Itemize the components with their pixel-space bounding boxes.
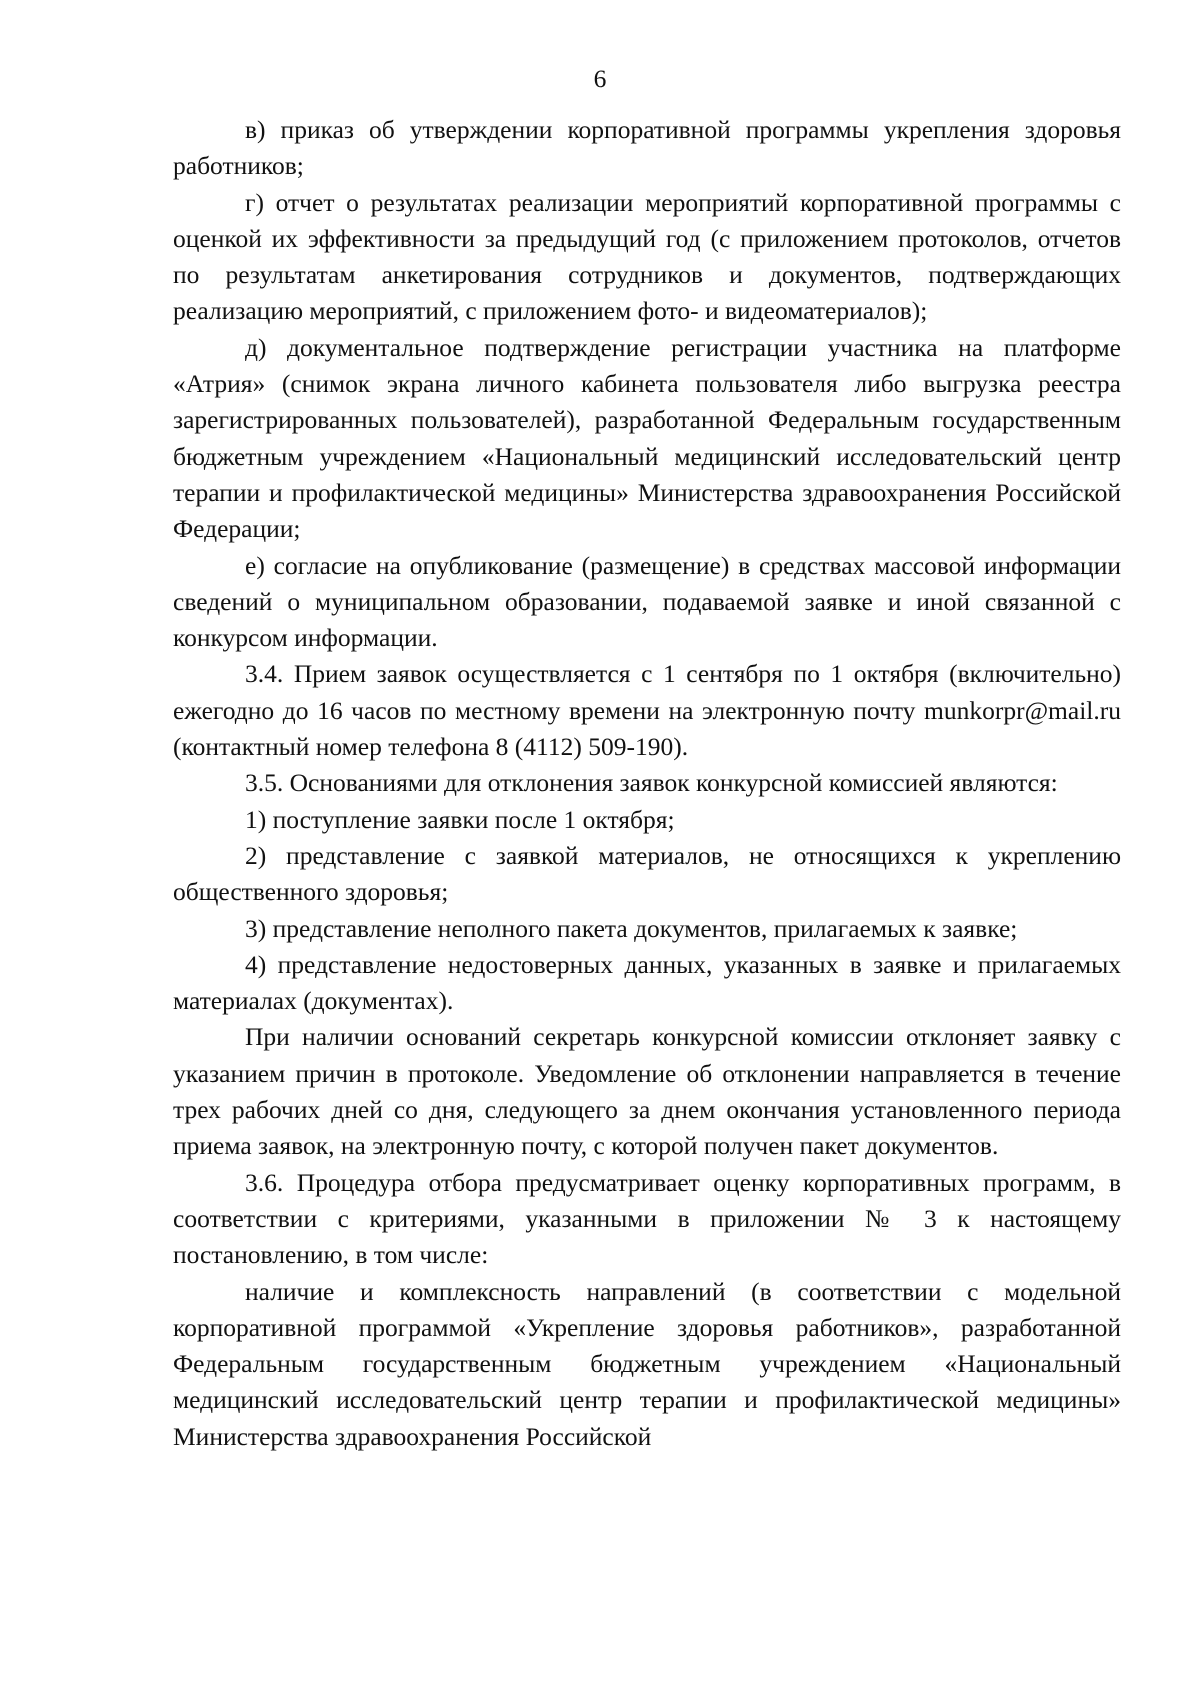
- paragraph-reason-2: 2) представление с заявкой материалов, не относящихся к укреплению общественного здоровья;: [173, 840, 1121, 907]
- paragraph-3-6: 3.6. Процедура отбора предусматривает оценку корпоративных программ, в соответствии с критериями, указанными в приложении № 3 к настоящему постановлению, в том числе:: [173, 1167, 1121, 1270]
- paragraph-reason-1: 1) поступление заявки после 1 октября;: [245, 804, 675, 834]
- paragraph-item-d: д) документальное подтверждение регистрации участника на платформе «Атрия» (снимок экрана личного кабинета пользователя либо выгрузка реестра зарегистрированных пользователей), разработанной Федеральным государственным бюджетным учреждением «Национальный медицинский исследовательский центр терапии и профилактической медицины» Министерства здравоохранения Российской Федерации;: [173, 332, 1121, 544]
- paragraph-rejection-notice: При наличии оснований секретарь конкурсной комиссии отклоняет заявку с указанием причин в протоколе. Уведомление об отклонении направляется в течение трех рабочих дней со дня, следующего за днем окончания установленного периода приема заявок, на электронную почту, с которой получен пакет документов.: [173, 1022, 1121, 1161]
- paragraph-item-e: е) согласие на опубликование (размещение) в средствах массовой информации сведений о муниципальном образовании, подаваемой заявке и иной связанной с конкурсом информации.: [173, 550, 1121, 653]
- paragraph-reason-4: 4) представление недостоверных данных, указанных в заявке и прилагаемых материалах (документах).: [173, 949, 1121, 1016]
- paragraph-3-4: 3.4. Прием заявок осуществляется с 1 сентября по 1 октября (включительно) ежегодно до 16 часов по местному времени на электронную почту munkorpr@mail.ru (контактный номер телефона 8 (4112) 509-190).: [173, 659, 1121, 762]
- document-body: [173, 112, 1121, 1455]
- paragraph-item-g: г) отчет о результатах реализации мероприятий корпоративной программы с оценкой их эффективности за предыдущий год (с приложением протоколов, отчетов по результатам анкетирования сотрудников и документов, подтверждающих реализацию мероприятий, с приложением фото- и видеоматериалов);: [173, 187, 1121, 326]
- paragraph-criteria: наличие и комплексность направлений (в соответствии с модельной корпоративной программой «Укрепление здоровья работников», разработанной Федеральным государственным бюджетным учреждением «Национальный медицинский исследовательский центр терапии и профилактической медицины» Министерства здравоохранения Российской: [173, 1276, 1121, 1451]
- page-number: 6: [593, 64, 607, 93]
- paragraph-item-v: в) приказ об утверждении корпоративной программы укрепления здоровья работников;: [173, 115, 1121, 181]
- paragraph-3-5: 3.5. Основаниями для отклонения заявок конкурсной комиссией являются:: [245, 768, 1058, 798]
- paragraph-reason-3: 3) представление неполного пакета документов, прилагаемых к заявке;: [245, 913, 1018, 943]
